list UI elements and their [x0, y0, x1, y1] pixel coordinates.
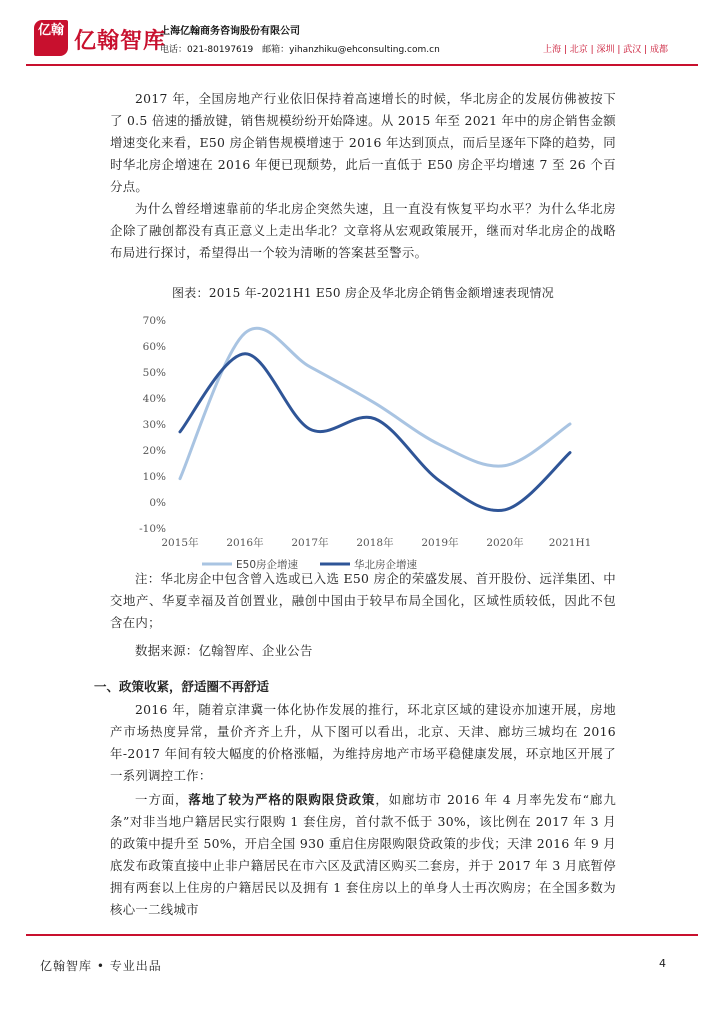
paragraph-4-emphasis: 落地了较为严格的限购限贷政策 [188, 792, 376, 807]
x-tick-label: 2015年 [161, 537, 199, 549]
y-tick-label: 0% [149, 497, 166, 509]
contact-line [160, 42, 446, 55]
main-content [94, 88, 617, 917]
chart-note: 注：华北房企中包含曾入选或已入选 E50 房企的荣盛发展、首开股份、远洋集团、中交地产、华夏幸福及首创置业，融创中国由于较早布局全国化，区域性质较低，因此不包含在内； [110, 571, 616, 630]
phone-text: 电话：021-80197619 [160, 45, 254, 55]
y-tick-label: 10% [142, 471, 166, 483]
y-tick-label: 70% [142, 315, 166, 327]
y-tick-label: 40% [142, 393, 166, 405]
company-logo-icon: 亿翰 [34, 20, 68, 56]
chart-title: 图表：2015 年-2021H1 E50 房企及华北房企销售金额增速表现情况 [171, 286, 555, 300]
logo-text: 亿翰智库 [74, 29, 167, 54]
paragraph-2: 为什么曾经增速靠前的华北房企突然失速，且一直没有恢复平均水平？为什么华北房企除了融创都没有真正意义上走出华北？文章将从宏观政策展开，继而对华北房企的战略布局进行探讨，希望得出一个较为清晰的答案甚至警示。 [110, 201, 616, 260]
x-tick-label: 2020年 [486, 537, 524, 549]
data-source: 数据来源：亿翰智库、企业公告 [135, 643, 313, 658]
paragraph-4-rest: ，如廊坊市 2016 年 4 月率先发布“廊九条”对非当地户籍居民实行限购 1 套住房，首付款不低于 30%，该比例在 2017 年 3 月的政策中提升至 50%，开启全国 930 重启住房限购限贷政策的步伐；天津 2016 年 9 月底发布政策直接中止非户籍居民在市六区及武清区购买二套房，并于 2017 年 3 月底暂停拥有两套以上住房的户籍居民以及拥有 1 套住房以上的单身人士再次购房；在全国多数为核心一二线城市 [110, 792, 617, 917]
footer-brand: 亿翰智库 • 专业出品 [40, 959, 162, 973]
office-cities: 上海 | 北京 | 深圳 | 武汉 | 成都 [542, 45, 668, 55]
y-tick-label: -10% [139, 523, 166, 535]
y-tick-label: 50% [142, 367, 166, 379]
growth-line-chart [130, 306, 600, 576]
paragraph-4-prefix: 一方面， [135, 792, 189, 807]
paragraph-3: 2016 年，随着京津冀一体化协作发展的推行，环北京区域的建设亦加速开展，房地产市场热度异常，量价齐齐上升，从下图可以看出，北京、天津、廊坊三城均在 2016 年-2017 年间有较大幅度的价格涨幅，为维持房地产市场平稳健康发展，环京地区开展了一系列调控工作： [110, 702, 616, 783]
y-tick-label: 30% [142, 419, 166, 431]
page-header [26, 18, 698, 62]
footer-divider [26, 934, 698, 936]
legend-label-2: 华北房企增速 [354, 559, 417, 571]
paragraph-1: 2017 年，全国房地产行业依旧保持着高速增长的时候，华北房企的发展仿佛被按下了 0.5 倍速的播放键，销售规模纷纷开始降速。从 2015 年至 2021 年中的房企销售金额增速变化来看，E50 房企销售规模增速于 2016 年达到顶点，而后呈逐年下降的趋势，同时华北房企增速在 2016 年便已现颓势，此后一直低于 E50 房企平均增速 7 至 26 个百分点。 [110, 91, 616, 194]
post-chart-text [94, 568, 617, 921]
x-tick-label: 2017年 [291, 537, 329, 549]
series-line-2 [180, 354, 570, 511]
x-tick-label: 2018年 [356, 537, 394, 549]
x-tick-label: 2016年 [226, 537, 264, 549]
page-number: 4 [659, 957, 666, 970]
section-1-title: 一、政策收紧，舒适圈不再舒适 [94, 679, 270, 694]
paragraph-4 [110, 789, 616, 921]
x-tick-label: 2019年 [421, 537, 459, 549]
header-divider [26, 64, 698, 66]
legend-label-1: E50房企增速 [236, 559, 298, 571]
y-tick-label: 60% [142, 341, 166, 353]
email-text: 邮箱：yihanzhiku@ehconsulting.com.cn [262, 45, 440, 55]
x-tick-label: 2021H1 [548, 537, 592, 549]
y-tick-label: 20% [142, 445, 166, 457]
series-line-1 [180, 328, 570, 478]
company-name: 上海亿翰商务咨询股份有限公司 [160, 26, 300, 37]
